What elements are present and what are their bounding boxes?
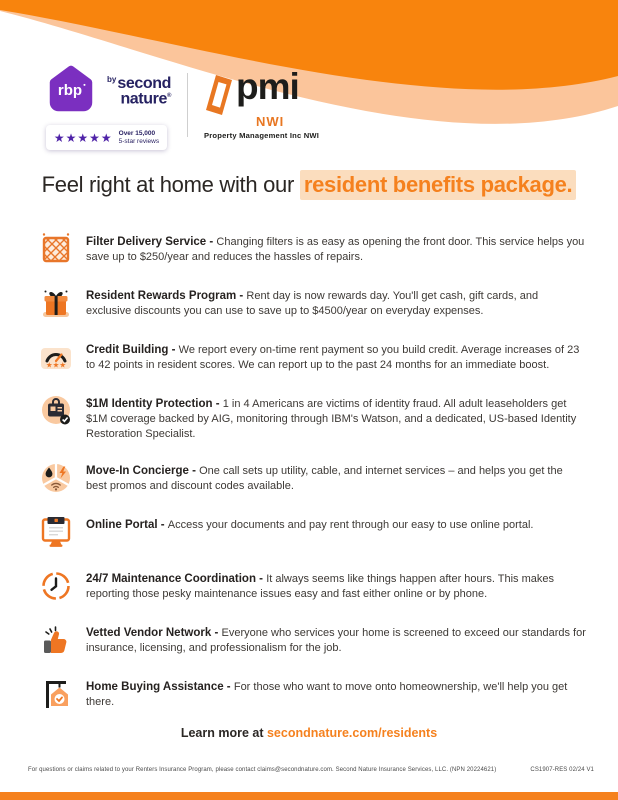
benefit-title: $1M Identity Protection - xyxy=(86,398,223,410)
benefit-title: Home Buying Assistance - xyxy=(86,681,234,693)
benefit-title: Filter Delivery Service - xyxy=(86,236,217,248)
benefit-title: Online Portal - xyxy=(86,519,168,531)
by-label: by xyxy=(107,74,117,84)
clock-icon xyxy=(38,568,74,604)
benefit-home-buying xyxy=(38,679,590,712)
learn-more-link[interactable]: secondnature.com/residents xyxy=(266,726,438,740)
id-badge-icon xyxy=(38,393,74,429)
pmi-wordmark: pmi xyxy=(235,66,299,107)
benefit-move-in-concierge xyxy=(38,463,590,496)
benefit-maintenance-coordination xyxy=(38,571,590,604)
filter-icon xyxy=(38,231,74,267)
benefit-title: Vetted Vendor Network - xyxy=(86,627,222,639)
benefit-title: 24/7 Maintenance Coordination - xyxy=(86,573,267,585)
pmi-subtitle: Property Management Inc NWI xyxy=(203,131,320,140)
second-nature-wordmark: $^{by}$second nature® xyxy=(107,74,171,108)
insurance-disclaimer: For questions or claims related to your Renters Insurance Program, please contact claims@secondnature.com. Second Nature Insurance Services, LLC. (NPN 20224621) xyxy=(28,767,497,773)
benefit-identity-protection xyxy=(38,396,590,442)
logo-row xyxy=(42,60,319,150)
benefit-description: 1 in 4 Americans are victims of identity fraud. All adult leaseholders get $1M coverage backed by AIG, monitoring through IBM's Watson, and a dedicated, US-based Identity Restoration Specialist. xyxy=(86,398,577,440)
benefit-description: It always seems like things happen after hours. This makes reporting those pesky maintenance issues easy and fast either online or by phone. xyxy=(86,573,554,600)
benefit-description: One call sets up utility, cable, and internet services – and helps you get the best promos and discount codes available. xyxy=(86,465,563,492)
benefit-title: Credit Building - xyxy=(86,344,179,356)
benefit-description: For those who want to move onto homeownership, we'll help you get there. xyxy=(86,681,568,708)
benefit-online-portal xyxy=(38,517,590,550)
svg-text:★★★: ★★★ xyxy=(45,360,67,370)
benefit-description: Access your documents and pay rent through our easy to use online portal. xyxy=(167,519,534,531)
thumbs-up-icon xyxy=(38,622,74,658)
benefits-list xyxy=(38,234,590,733)
benefit-title: Resident Rewards Program - xyxy=(86,290,247,302)
page-title: Feel right at home with our resident benefits package. xyxy=(0,172,618,198)
benefit-vendor-network xyxy=(38,625,590,658)
bottom-accent-bar xyxy=(0,792,618,800)
document-code: CS1907-RES 02/24 V1 xyxy=(530,767,594,773)
rbp-second-nature-logo xyxy=(42,60,171,150)
home-sign-icon xyxy=(38,676,74,712)
logo-divider xyxy=(187,73,188,137)
gift-icon xyxy=(38,285,74,321)
registered-mark: ® xyxy=(166,92,171,99)
benefit-credit-building xyxy=(38,342,590,375)
five-stars-icon: ★★★★★ xyxy=(53,130,113,145)
benefit-filter-delivery xyxy=(38,234,590,267)
benefit-description: Rent day is now rewards day. You'll get cash, gift cards, and exclusive discounts you can use to save up to $4500/year on everyday expenses. xyxy=(86,290,539,317)
reviews-count: Over 15,000 xyxy=(118,130,156,137)
benefit-description: Changing filters is as easy as opening the front door. This service helps you save up to $250/year and reduces the hassles of repairs. xyxy=(86,236,585,263)
reviews-label: 5-star reviews xyxy=(118,137,160,145)
benefit-resident-rewards xyxy=(38,288,590,321)
reviews-badge xyxy=(46,125,167,150)
utilities-icon xyxy=(38,460,74,496)
svg-text:rbp: rbp xyxy=(57,82,83,100)
pmi-region-label: NWI xyxy=(255,114,285,129)
gauge-icon xyxy=(38,339,74,375)
pmi-logo xyxy=(203,66,320,140)
fine-print-row xyxy=(28,767,594,773)
benefit-title: Move-In Concierge - xyxy=(86,465,200,477)
monitor-icon xyxy=(38,514,74,550)
benefit-description: Everyone who services your home is screened to exceed our standards for insurance, licensing, and professionalism for the job. xyxy=(86,627,586,654)
benefit-description: We report every on-time rent payment so you build credit. Average increases of 23 to 42 points in resident scores. We can report up to the past 24 months for an immediate boost. xyxy=(86,344,580,371)
learn-more-line: Learn more at secondnature.com/residents xyxy=(180,726,438,740)
pmi-flag-icon xyxy=(204,74,234,116)
title-highlight: resident benefits package. xyxy=(300,170,577,200)
rbp-badge-icon xyxy=(42,60,100,118)
